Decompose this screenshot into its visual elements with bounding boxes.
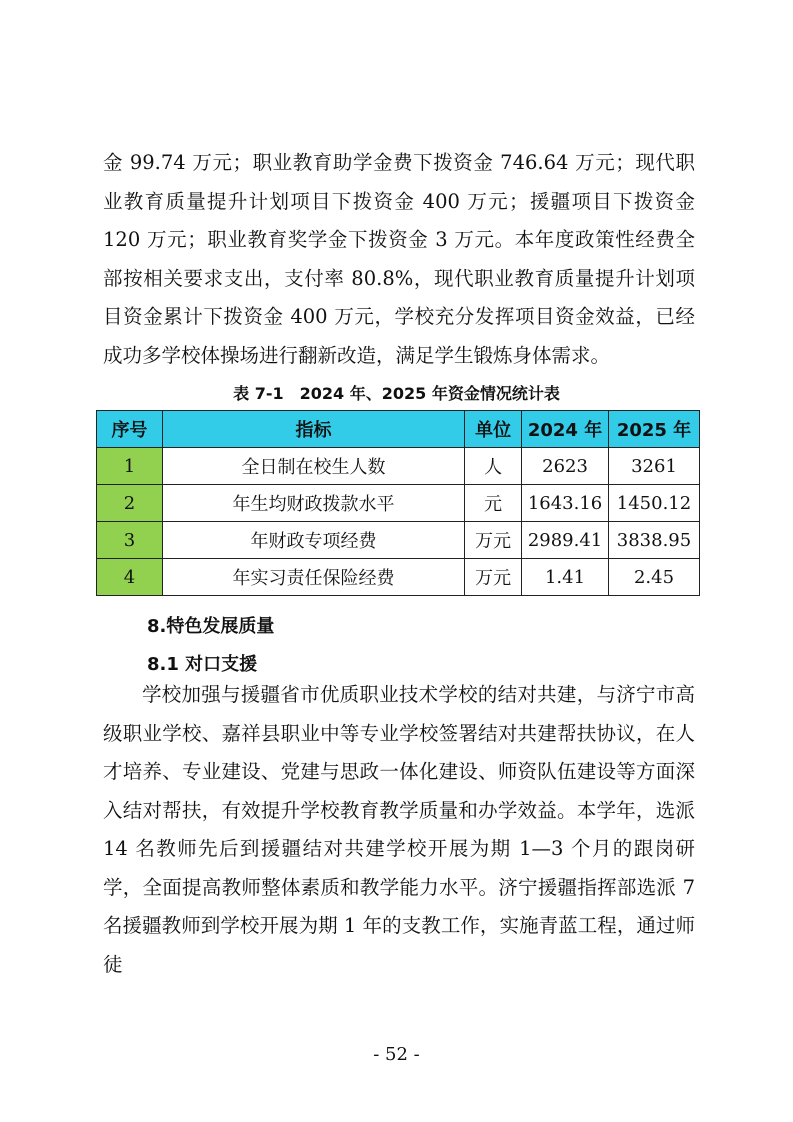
- cell-2025: 3838.95: [609, 522, 700, 559]
- cell-seq: 1: [97, 448, 163, 485]
- cell-2024: 2623: [522, 448, 609, 485]
- cell-indicator: 全日制在校生人数: [162, 448, 464, 485]
- cell-unit: 万元: [465, 559, 522, 596]
- table-caption: 表 7-1 2024 年、2025 年资金情况统计表: [233, 384, 560, 403]
- section-heading: 8.特色发展质量: [147, 616, 275, 637]
- table-header-row: [97, 411, 700, 448]
- subsection-heading: 8.1 对口支援: [147, 654, 258, 675]
- header-indicator: 指标: [162, 411, 464, 448]
- cell-seq: 3: [97, 522, 163, 559]
- table-row: [97, 522, 700, 559]
- table-row: [97, 448, 700, 485]
- cell-2025: 2.45: [609, 559, 700, 596]
- header-seq: 序号: [97, 411, 163, 448]
- cell-unit: 万元: [465, 522, 522, 559]
- funding-table: [96, 410, 700, 596]
- header-2024: 2024 年: [522, 411, 609, 448]
- header-unit: 单位: [465, 411, 522, 448]
- page-number: - 52 -: [373, 1044, 420, 1065]
- cell-seq: 4: [97, 559, 163, 596]
- cell-unit: 人: [465, 448, 522, 485]
- cell-2024: 2989.41: [522, 522, 609, 559]
- cell-2024: 1.41: [522, 559, 609, 596]
- cell-indicator: 年生均财政拨款水平: [162, 485, 464, 522]
- intro-paragraph: 金 99.74 万元；职业教育助学金费下拨资金 746.64 万元；现代职业教育质量提升计划项目下拨资金 400 万元；援疆项目下拨资金 120 万元；职业教育奖学金下拨资金 3 万元。本年度政策性经费全部按相关要求支出，支付率 80.8%，现代职业教育质量提升计划项目资金累计下拨资金 400 万元，学校充分发挥项目资金效益，已经成功多学校体操场进行翻新改造，满足学生锻炼身体需求。: [103, 151, 695, 367]
- cell-seq: 2: [97, 485, 163, 522]
- cell-2024: 1643.16: [522, 485, 609, 522]
- cell-indicator: 年实习责任保险经费: [162, 559, 464, 596]
- cell-2025: 3261: [609, 448, 700, 485]
- cell-indicator: 年财政专项经费: [162, 522, 464, 559]
- support-paragraph: 学校加强与援疆省市优质职业技术学校的结对共建，与济宁市高级职业学校、嘉祥县职业中等专业学校签署结对共建帮扶协议，在人才培养、专业建设、党建与思政一体化建设、师资队伍建设等方面深入结对帮扶，有效提升学校教育教学质量和办学效益。本学年，选派 14 名教师先后到援疆结对共建学校开展为期 1—3 个月的跟岗研学，全面提高教师整体素质和教学能力水平。济宁援疆指挥部选派 7 名援疆教师到学校开展为期 1 年的支教工作，实施青蓝工程，通过师徒: [103, 683, 695, 976]
- cell-unit: 元: [465, 485, 522, 522]
- cell-2025: 1450.12: [609, 485, 700, 522]
- header-2025: 2025 年: [609, 411, 700, 448]
- table-row: [97, 559, 700, 596]
- table-row: [97, 485, 700, 522]
